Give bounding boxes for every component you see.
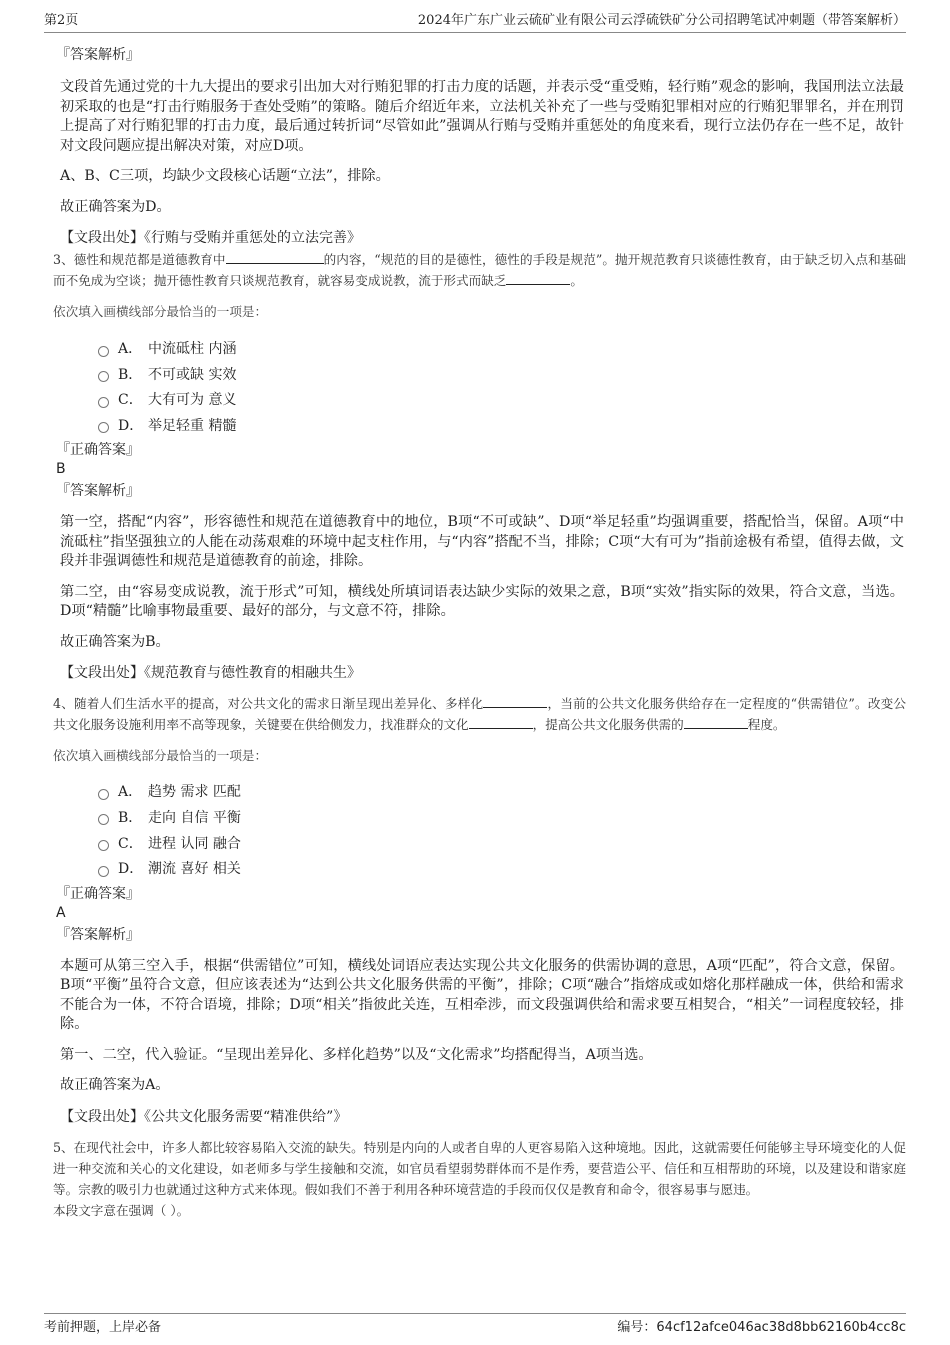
fill-blank <box>684 716 748 729</box>
radio-icon[interactable] <box>98 422 109 433</box>
correct-answer: B <box>56 461 66 478</box>
analysis-label: 『答案解析』 <box>56 483 140 500</box>
radio-icon[interactable] <box>98 371 109 382</box>
source-citation: 【文段出处】《行贿与受贿并重惩处的立法完善》 <box>60 230 361 246</box>
analysis-paragraph: 文段首先通过党的十九大提出的要求引出加大对行贿犯罪的打击力度的话题，并表示受“重受贿，轻行贿”观念的影响，我国刑法立法最初采取的也是“打击行贿服务于查处受贿”的策略。随后介绍近年来，立法机关补充了一些与受贿犯罪相对应的行贿犯罪罪名，并在刑罚上提高了对行贿犯罪的打击力度，最后通过转折词“尽管如此”强调从行贿与受贿并重惩处的角度来看，现行立法仍存在一些不足，故针对文段问题应提出解决对策，对应D项。 <box>60 79 904 154</box>
option-c[interactable]: C． 大有可为 意义 <box>98 390 906 410</box>
fill-blank <box>469 716 533 729</box>
correct-answer-label: 『正确答案』 <box>56 885 140 902</box>
analysis-paragraph: A、B、C三项，均缺少文段核心话题“立法”，排除。 <box>60 168 390 184</box>
radio-icon[interactable] <box>98 814 109 825</box>
correct-answer-label: 『正确答案』 <box>56 442 140 459</box>
analysis-paragraph: 故正确答案为D。 <box>60 198 171 215</box>
footer-slogan: 考前押题，上岸必备 <box>44 1320 162 1335</box>
page-content <box>53 40 906 1221</box>
analysis-paragraph: 故正确答案为B。 <box>60 633 170 650</box>
radio-icon[interactable] <box>98 397 109 408</box>
page-header <box>44 10 906 33</box>
option-a[interactable]: A． 趋势 需求 匹配 <box>98 782 906 802</box>
analysis-paragraph: 故正确答案为A。 <box>60 1077 170 1094</box>
question-stem: 5、在现代社会中，许多人都比较容易陷入交流的缺失。特别是内向的人或者自卑的人更容易陷入这种境地。因此，这就需要任何能够主导环境变化的人促进一种交流和关心的文化建设，如老师多与学生接触和交流，如官员看望弱势群体而不是作秀，要营造公平、信任和互相帮助的环境，以及建设和谐家庭等。宗教的吸引力也就通过这种方式来体现。假如我们不善于利用各种环境营造的手段而仅仅是教育和命令，很容易事与愿违。 <box>53 1139 906 1197</box>
option-d[interactable]: D． 举足轻重 精髓 <box>98 416 906 436</box>
source-citation: 【文段出处】《公共文化服务需要“精准供给”》 <box>60 1108 348 1125</box>
analysis-paragraph: 第二空，由“容易变成说教，流于形式”可知，横线处所填词语表达缺少实际的效果之意，B项“实效”指实际的效果，符合文意，当选。D项“精髓”比喻事物最重要、最好的部分，与文意不符，排除。 <box>60 583 904 620</box>
option-b[interactable]: B． 不可或缺 实效 <box>98 365 906 385</box>
analysis-paragraph: 第一、二空，代入验证。“呈现出差异化、多样化趋势”以及“文化需求”均搭配得当，A项当选。 <box>60 1046 653 1063</box>
radio-icon[interactable] <box>98 346 109 357</box>
page-number: 第2页 <box>44 13 79 28</box>
analysis-label: 『答案解析』 <box>56 926 140 943</box>
analysis-label: 『答案解析』 <box>56 47 140 63</box>
radio-icon[interactable] <box>98 840 109 851</box>
fill-blank <box>226 251 324 264</box>
document-title: 2024年广东广业云硫矿业有限公司云浮硫铁矿分公司招聘笔试冲刺题（带答案解析） <box>417 13 906 28</box>
option-b[interactable]: B． 走向 自信 平衡 <box>98 808 906 828</box>
analysis-paragraph: 本题可从第三空入手，根据“供需错位”可知，横线处词语应表达实现公共文化服务的供需协调的意思，A项“匹配”，符合文意，保留。B项“平衡”虽符合文意，但应该表述为“达到公共文化服务供需的平衡”，排除；C项“融合”指熔成或如熔化那样融成一体，供给和需求不能合为一体，不符合语境，排除；D项“相关”指彼此关连，互相牵涉，而文段强调供给和需求要互相契合，“相关”一词程度较轻，排除。 <box>60 957 904 1033</box>
option-d[interactable]: D． 潮流 喜好 相关 <box>98 859 906 879</box>
page-footer <box>44 1313 906 1338</box>
source-citation: 【文段出处】《规范教育与德性教育的相融共生》 <box>60 665 361 682</box>
option-c[interactable]: C． 进程 认同 融合 <box>98 834 906 854</box>
question-instruction: 依次填入画横线部分最恰当的一项是： <box>53 748 268 764</box>
question-stem: 4、随着人们生活水平的提高，对公共文化的需求日渐呈现出差异化、多样化 ，当前的公共文化服务供给存在一定程度的“供需错位”。改变公共文化服务设施利用率不高等现象，关键要在供给侧发力，找准群众的文化 ，提高公共文化服务供需的 程度。 <box>53 696 906 733</box>
analysis-paragraph: 第一空，搭配“内容”，形容德性和规范在道德教育中的地位，B项“不可或缺”、D项“举足轻重”均强调重要，搭配恰当，保留。A项“中流砥柱”指坚强独立的人能在动荡艰难的环境中起支柱作用，与“内容”搭配不当，排除；C项“大有可为”指前途极有希望，值得去做，文段并非强调德性和规范是道德教育的前途，排除。 <box>60 514 904 570</box>
document-code: 编号：64cf12afce046ac38d8bb62160b4cc8c <box>617 1320 906 1335</box>
question-instruction: 依次填入画横线部分最恰当的一项是： <box>53 304 268 319</box>
radio-icon[interactable] <box>98 866 109 877</box>
correct-answer: A <box>56 904 66 921</box>
fill-blank <box>506 272 570 285</box>
option-list <box>56 782 906 879</box>
question-prompt: 本段文字意在强调（ ）。 <box>53 1202 190 1218</box>
option-a[interactable]: A． 中流砥柱 内涵 <box>98 339 906 359</box>
question-stem: 3、德性和规范都是道德教育中 的内容，“规范的目的是德性，德性的手段是规范”。抛开规范教育只谈德性教育，由于缺乏切入点和基础而不免成为空谈；抛开德性教育只谈规范教育，就容易变成说教，流于形式而缺乏 。 <box>53 252 906 288</box>
option-list <box>56 339 906 436</box>
fill-blank <box>483 695 547 708</box>
radio-icon[interactable] <box>98 789 109 800</box>
